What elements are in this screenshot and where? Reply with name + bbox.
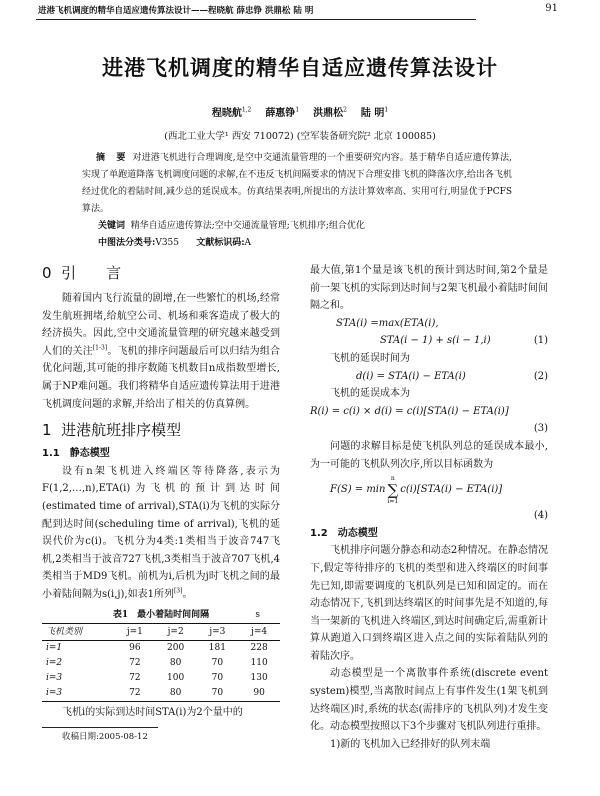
- equation-number: (1): [533, 335, 548, 347]
- table-cell: 90: [238, 686, 280, 702]
- equation-1-line-1: STA(i) =max(ETA(i),: [336, 317, 439, 329]
- keywords: 精华自适应遗传算法;空中交通流量管理;飞机排序;组合优化: [130, 221, 365, 231]
- table-cell: i=3: [46, 672, 63, 683]
- section-0-heading: 0 引 言: [42, 264, 122, 282]
- table-cell: 130: [250, 672, 268, 683]
- abstract-label: 摘 要: [96, 153, 130, 163]
- equation-1-line-2: STA(i − 1) + s(i − 1,i) (1): [310, 332, 548, 350]
- affiliations: (西北工业大学¹ 西安 710072) (空军装备研究院² 北京 100085): [164, 131, 436, 142]
- keywords-label: 关键词: [98, 221, 126, 231]
- equation-number: (4): [533, 510, 548, 522]
- doc-code-label: 文献标识码:: [196, 238, 245, 248]
- body-columns: [42, 262, 548, 753]
- author-list: [0, 104, 600, 119]
- page-number: 91: [545, 3, 558, 14]
- paper-title: 进港飞机调度的精华自适应遗传算法设计: [102, 56, 498, 80]
- sta-paragraph-cont: 最大值,第1个量是该飞机的预计到达时间,第2个量是前一架飞机的实际到达时间与2架飞机最小着陆时间间隔之和。: [310, 265, 548, 312]
- objective-paragraph: 问题的求解目标是使飞机队列总的延误成本最小,为一可能的飞机队列次序,所以目标函数为: [310, 440, 548, 470]
- equation-2: d(i) = STA(i) − ETA(i) (2): [310, 368, 548, 386]
- table-cell: 96: [129, 642, 141, 653]
- table-cell: i=1: [46, 642, 63, 653]
- sta-paragraph-start: 飞机i的实际到达时间STA(i)为2个量中的: [62, 706, 243, 718]
- min-landing-interval-table: [42, 623, 280, 702]
- table-cell: 181: [208, 642, 226, 653]
- doc-code: A: [244, 238, 252, 248]
- table-row: [42, 656, 280, 671]
- footnote-rule: [42, 727, 158, 728]
- author: 洪鼎松$^2$: [313, 106, 347, 119]
- abstract-text: 对进港飞机进行合理调度,是空中交通流量管理的一个重要研究内容。基于精华自适应遗传算法,实现了单跑道降落飞机调度问题的求解,在不违反飞机间隔要求的情况下合理安排飞机的降落次序,给出各飞机经过优化的着陆时间,减少总的延误成本。仿真结果表明,所提出的方法计算效率高、实用可行,明显优于PCFS算法。: [82, 153, 512, 214]
- clc-code: V355: [155, 238, 180, 248]
- table-header: j=3: [197, 623, 239, 640]
- equation-number: (2): [533, 370, 548, 382]
- front-matter: [82, 150, 512, 252]
- abstract: [82, 150, 512, 218]
- table-cell: 72: [129, 657, 141, 668]
- right-column: [310, 262, 548, 753]
- table-cell: 228: [250, 642, 268, 653]
- equation-3: R(i) = c(i) × d(i) = c(i)[STA(i) − ETA(i)]: [310, 405, 509, 417]
- delay-label: 飞机的延误时间为: [330, 352, 410, 364]
- clc-label: 中图法分类号:: [98, 238, 156, 248]
- table-cell: 80: [169, 657, 182, 668]
- keywords-block: [82, 218, 512, 252]
- citation: [3]: [173, 587, 183, 595]
- table-caption: 表1 最小着陆时间间隔 s: [42, 608, 280, 623]
- table-cell: i=3: [42, 686, 115, 702]
- table-cell: 72: [115, 686, 155, 702]
- table-header-row: [42, 623, 280, 640]
- table-row: [42, 686, 280, 702]
- table-cell: i=2: [46, 657, 63, 668]
- section-1-heading: 1 进港航班排序模型: [42, 421, 182, 440]
- table-unit: s: [255, 609, 260, 620]
- table-cell: 80: [155, 686, 197, 702]
- table-header: 飞机类别: [42, 623, 115, 640]
- table-cell: 70: [197, 686, 239, 702]
- table-cell: 70: [211, 657, 224, 668]
- table-header: j=2: [155, 623, 197, 640]
- author: 陆 明$^1$: [360, 106, 389, 119]
- static-model-paragraph: 设有n架飞机进入终端区等待降落,表示为F(1,2,…,n),ETA(i)为飞机的预计到达时间(estimated time of arrival),STA(i)为飞机的实际分配到达时间(scheduling time of arrival),飞机的延误代价为c(i)。飞机分为4类:1类相当于波音747飞机,2类相当于波音727飞机,3类相当于波音707飞机,4类相当于MD9飞机。前机为i,后机为j时飞机之间的最小着陆间隔为s(i,j),如表1所列[3]。: [42, 465, 280, 600]
- subsection-1-2-heading: 1.2 动态模型: [310, 527, 378, 539]
- table-header: j=4: [238, 623, 280, 640]
- table-header: j=1: [115, 623, 155, 640]
- table-cell: 72: [129, 672, 141, 683]
- author: 薛惠铮$^1$: [265, 106, 300, 119]
- author: 程晓航$^{1,2}$: [211, 106, 252, 119]
- equation-4: F(S) = min n ∑ i=1 c(i)[STA(i) − ETA(i)]: [330, 475, 503, 506]
- table-cell: 100: [167, 672, 185, 683]
- header-rule: [36, 19, 476, 20]
- table-row: [42, 640, 280, 656]
- citation: [1-3]: [92, 344, 108, 352]
- cost-label: 飞机的延误成本为: [330, 388, 410, 400]
- table-cell: 200: [167, 642, 185, 653]
- summation-symbol: n ∑ i=1: [387, 475, 399, 506]
- received-date-footnote: 收稿日期:2005-08-12: [62, 732, 148, 743]
- step-1-partial: 1)新的飞机加入已经排好的队列末端: [330, 738, 491, 750]
- subsection-1-1-heading: 1.1 静态模型: [42, 448, 110, 460]
- dynamic-model-paragraph-2: 动态模型是一个离散事件系统(discrete event system)模型,当离散时间点上有事件发生(1架飞机到达终端区)时,系统的状态(需排序的飞机队列)才发生变化。动态模型按照以下3个步骤对飞机队列进行重排。: [310, 668, 548, 733]
- table-row: [42, 671, 280, 686]
- table-cell: 110: [250, 657, 268, 668]
- equation-number: (3): [533, 423, 548, 435]
- left-column: [42, 262, 280, 743]
- intro-paragraph: 随着国内飞行流量的剧增,在一些繁忙的机场,经常发生航班拥堵,给航空公司、机场和乘客造成了极大的经济损失。因此,空中交通流量管理的研究越来越受到人们的关注[1-3]。飞机的排序问题最后可以归结为组合优化问题,其可能的排序数随飞机数目n成指数型增长,属于NP难问题。我们将精华自适应遗传算法用于进港飞机调度问题的求解,并给出了相关的仿真算例。: [42, 293, 281, 410]
- dynamic-model-paragraph: 飞机排序问题分静态和动态2种情况。在静态情况下,假定等待排序的飞机的类型和进入终端区的时间事先已知,即需要调度的飞机队列是已知和固定的。而在动态情况下,飞机到达终端区的时间事先是不知道的,每当一架新的飞机进入终端区,到达时间确定后,需重新计算从跑道入口到终端区进入点之间的实际着陆队列的着陆次序。: [310, 545, 548, 662]
- table-cell: 70: [211, 672, 224, 683]
- running-header: 进港飞机调度的精华自适应遗传算法设计——程晓航 薛忠铮 洪鼎松 陆 明: [38, 6, 314, 16]
